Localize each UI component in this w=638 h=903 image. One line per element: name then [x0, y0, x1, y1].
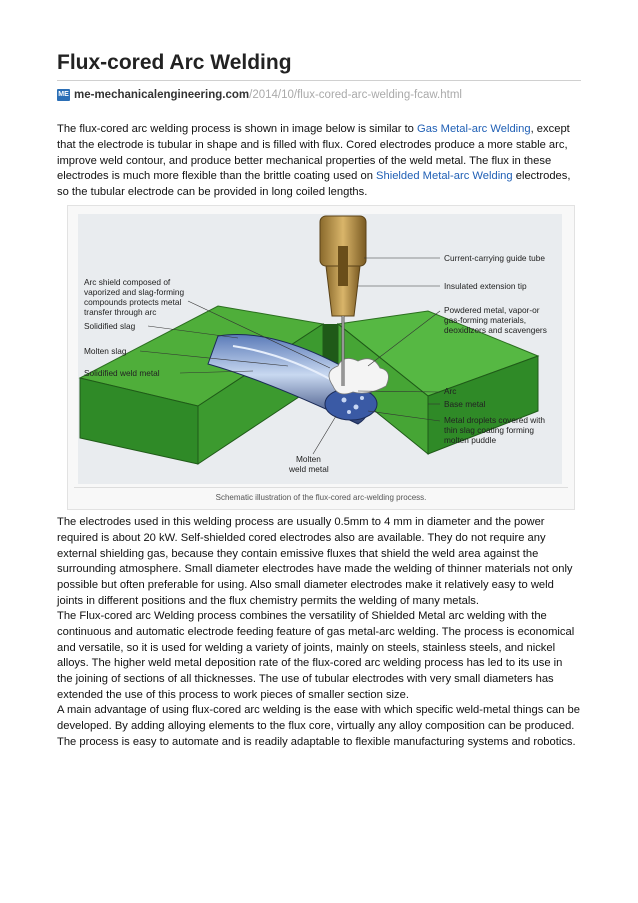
intro-text-1: The flux-cored arc welding process is shown in image below is similar to	[57, 123, 418, 135]
label-powdered-3: deoxidizers and scavengers	[444, 325, 547, 335]
site-logo-icon: ME	[57, 89, 70, 101]
label-powdered-1: Powdered metal, vapor-or	[444, 305, 540, 315]
gas-metal-arc-welding-link[interactable]: Gas Metal-arc Welding	[417, 123, 531, 135]
droplet	[342, 398, 347, 403]
fcaw-diagram	[68, 206, 574, 488]
label-droplets-2: thin slag coating forming	[444, 425, 534, 435]
label-powdered-2: gas-forming materials,	[444, 315, 527, 325]
source-domain-link[interactable]: me-mechanicalengineering.com	[74, 89, 250, 101]
droplet	[360, 396, 364, 400]
label-solid-slag: Solidified slag	[84, 321, 136, 331]
intro-text-3: electrodes, so the tubular electrode can be provided in long coiled lengths.	[57, 170, 571, 199]
label-molten-weld-1: Molten	[296, 454, 321, 464]
caption-divider	[74, 487, 568, 488]
body-paragraph-3: A main advantage of using flux-cored arc welding is the ease with which specific weld-metal things can be developed. By adding alloying elements to the flux core, virtually any alloy composition can be produced. The process is easy to automate and is readily adaptable to flexible manufacturing systems and robotics.	[57, 704, 580, 748]
source-line	[57, 89, 462, 101]
label-current-tube: Current-carrying guide tube	[444, 253, 545, 263]
label-arc: Arc	[444, 386, 457, 396]
tip-insulation	[338, 246, 348, 286]
figure-caption: Schematic illustration of the flux-cored arc-welding process.	[215, 493, 427, 502]
source-path-link[interactable]: /2014/10/flux-cored-arc-welding-fcaw.html	[249, 89, 462, 101]
label-insulated-tip: Insulated extension tip	[444, 281, 527, 291]
label-shield-1: Arc shield composed of	[84, 277, 171, 287]
label-shield-4: transfer through arc	[84, 307, 157, 317]
body-paragraph-1: The electrodes used in this welding process are usually 0.5mm to 4 mm in diameter and the power required is about 20 kW. Self-shielded cored electrodes also are available. They do not require any external shielding gas, because they contain emissive fluxes that shield the weld area against the surrounding atmosphere. Small diameter electrodes have made the welding of thinner materials not only possible but often preferable for using. Also small diameter electrodes make it relatively easy to weld joints in different positions and the flux chemistry permits the welding of many metals.	[57, 516, 573, 607]
label-droplets-1: Metal droplets covered with	[444, 415, 545, 425]
title-divider	[57, 80, 581, 81]
label-molten-slag: Molten slag	[84, 346, 127, 356]
intro-text-2: , except that the electrode is tubular in shape and is filled with flux. Cored electrodes produce a more stable arc, improve weld contour, and produce better mechanical properties of the weld metal. The flux in these electrodes is much more flexible than the brittle coating used on	[57, 123, 570, 183]
intro-paragraph	[57, 122, 581, 201]
shielded-metal-arc-welding-link[interactable]: Shielded Metal-arc Welding	[376, 170, 513, 183]
droplet	[354, 405, 359, 410]
label-shield-2: vaporized and slag-forming	[84, 287, 185, 297]
label-solid-weld: Solidified weld metal	[84, 368, 160, 378]
label-droplets-3: molten puddle	[444, 435, 497, 445]
label-molten-weld-2: weld metal	[289, 464, 329, 474]
label-shield-3: compounds protects metal	[84, 297, 182, 307]
figure	[67, 205, 575, 510]
label-base-metal: Base metal	[444, 399, 486, 409]
body-paragraph-2: The Flux-cored arc Welding process combines the versatility of Shielded Metal arc welding with the continuous and automatic electrode feeding feature of gas metal-arc welding. The process is economical and versatile, so it is used for welding a variety of joints, mainly on steels, stainless steels, and nickel alloys. The higher weld metal deposition rate of the flux-cored arc welding process has led to its use in the joining of sections of all thicknesses. The use of tubular electrodes with very small diameters has extended the use of this process to work pieces of smaller section size.	[57, 610, 575, 701]
page-title: Flux-cored Arc Welding	[57, 51, 292, 74]
droplet	[347, 410, 351, 414]
